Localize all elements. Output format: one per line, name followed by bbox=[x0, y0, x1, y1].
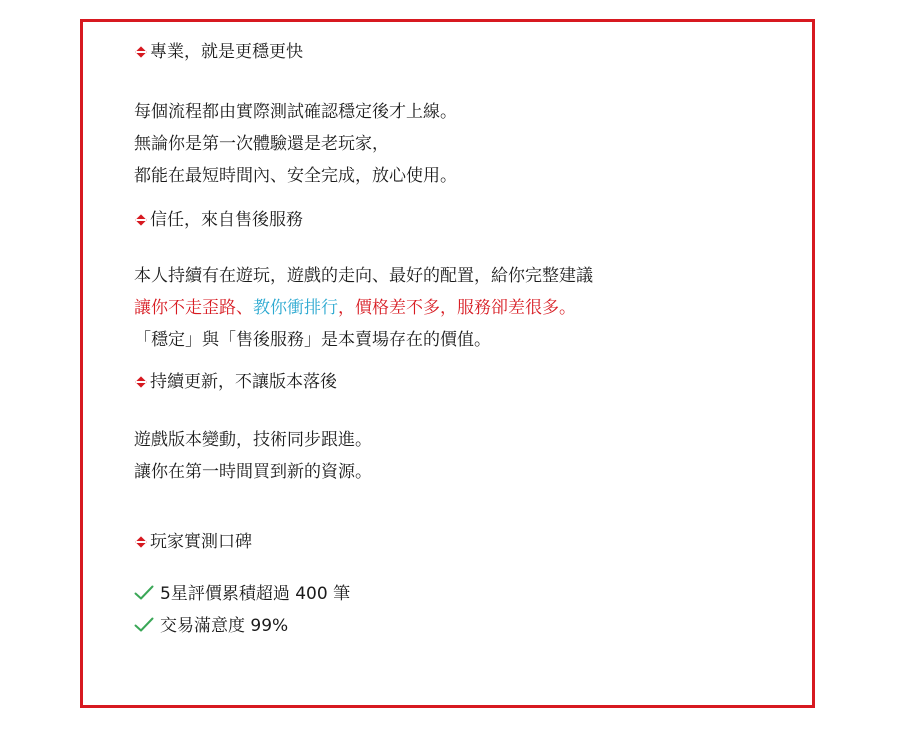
body-line: 讓你在第一時間買到新的資源。 bbox=[134, 462, 372, 482]
red-diamond-icon bbox=[136, 377, 146, 387]
section-heading-updates bbox=[134, 370, 774, 394]
body-line: 遊戲版本變動，技術同步跟進。 bbox=[134, 430, 372, 450]
body-line: 無論你是第一次體驗還是老玩家， bbox=[134, 134, 389, 154]
body-line: 都能在最短時間內、安全完成，放心使用。 bbox=[134, 166, 457, 186]
red-diamond-icon bbox=[136, 47, 146, 57]
check-mark-icon bbox=[134, 585, 154, 601]
section-heading-text: 專業，就是更穩更快 bbox=[150, 42, 303, 62]
check-mark-icon bbox=[134, 617, 154, 633]
check-item-text: 5星評價累積超過 400 筆 bbox=[160, 584, 351, 604]
section-body-trust bbox=[134, 260, 774, 356]
highlight-text-blue: 教你衝排行 bbox=[253, 298, 338, 318]
check-item-text: 交易滿意度 99% bbox=[160, 616, 289, 636]
body-line: 每個流程都由實際測試確認穩定後才上線。 bbox=[134, 102, 457, 122]
section-heading-text: 信任，來自售後服務 bbox=[150, 210, 303, 230]
section-heading-text: 持續更新，不讓版本落後 bbox=[150, 372, 337, 392]
check-item bbox=[134, 610, 774, 642]
highlight-text-red: 讓你不走歪路、 bbox=[134, 298, 253, 318]
red-diamond-icon bbox=[136, 537, 146, 547]
body-line: 「穩定」與「售後服務」是本賣場存在的價值。 bbox=[134, 330, 491, 350]
section-body-professional bbox=[134, 96, 774, 192]
review-checklist bbox=[134, 578, 774, 642]
section-body-updates bbox=[134, 424, 774, 488]
section-heading-text: 玩家實測口碑 bbox=[150, 532, 252, 552]
highlight-line bbox=[134, 292, 774, 324]
highlight-text-red: ，價格差不多，服務卻差很多。 bbox=[338, 298, 576, 318]
content-area bbox=[134, 40, 774, 642]
section-heading-trust bbox=[134, 208, 774, 232]
section-heading-reviews bbox=[134, 530, 774, 554]
check-item bbox=[134, 578, 774, 610]
section-heading-professional bbox=[134, 40, 774, 64]
red-diamond-icon bbox=[136, 215, 146, 225]
body-line: 本人持續有在遊玩，遊戲的走向、最好的配置，給你完整建議 bbox=[134, 266, 593, 286]
